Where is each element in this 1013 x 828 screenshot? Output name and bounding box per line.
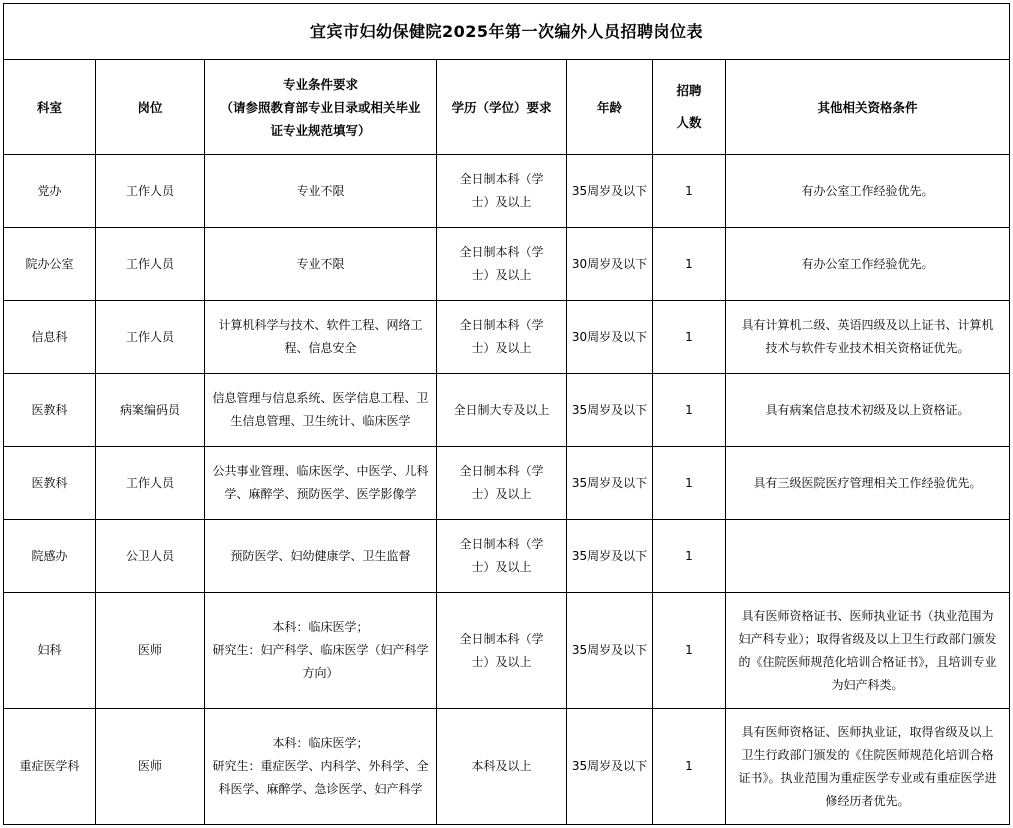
cell-other [726, 520, 1010, 593]
cell-dept: 院感办 [4, 520, 96, 593]
cell-education: 本科及以上 [437, 709, 567, 825]
cell-count: 1 [653, 447, 726, 520]
cell-major: 公共事业管理、临床医学、中医学、儿科学、麻醉学、预防医学、医学影像学 [205, 447, 437, 520]
header-major-note: （请参照教育部专业目录或相关毕业证专业规范填写） [220, 99, 421, 138]
table-row [4, 520, 1010, 593]
header-major [205, 60, 437, 155]
cell-major: 预防医学、妇幼健康学、卫生监督 [205, 520, 437, 593]
cell-dept: 党办 [4, 155, 96, 228]
table-row [4, 447, 1010, 520]
cell-other: 具有医师资格证书、医师执业证书（执业范围为妇产科专业）；取得省级及以上卫生行政部门颁发的《住院医师规范化培训合格证书》，且培训专业为妇产科类。 [726, 593, 1010, 709]
recruitment-table [3, 3, 1010, 825]
cell-dept: 妇科 [4, 593, 96, 709]
cell-position: 医师 [96, 593, 205, 709]
cell-education: 全日制本科（学士）及以上 [437, 593, 567, 709]
cell-age: 30周岁及以下 [567, 228, 653, 301]
cell-other: 具有三级医院医疗管理相关工作经验优先。 [726, 447, 1010, 520]
major-graduate: 研究生：妇产科学、临床医学（妇产科学方向） [212, 643, 429, 680]
header-age: 年龄 [567, 60, 653, 155]
cell-position: 公卫人员 [96, 520, 205, 593]
cell-age: 35周岁及以下 [567, 155, 653, 228]
cell-other: 有办公室工作经验优先。 [726, 155, 1010, 228]
cell-major: 专业不限 [205, 228, 437, 301]
cell-dept: 医教科 [4, 447, 96, 520]
cell-major: 专业不限 [205, 155, 437, 228]
cell-education: 全日制本科（学士）及以上 [437, 301, 567, 374]
major-undergrad: 本科：临床医学； [272, 736, 369, 750]
cell-dept: 重症医学科 [4, 709, 96, 825]
cell-count: 1 [653, 301, 726, 374]
header-major-title: 专业条件要求 [282, 76, 358, 92]
major-undergrad: 本科：临床医学； [272, 620, 369, 634]
cell-dept: 医教科 [4, 374, 96, 447]
cell-education: 全日制本科（学士）及以上 [437, 228, 567, 301]
header-education: 学历（学位）要求 [437, 60, 567, 155]
header-row [4, 60, 1010, 155]
cell-dept: 信息科 [4, 301, 96, 374]
cell-education: 全日制本科（学士）及以上 [437, 520, 567, 593]
cell-count: 1 [653, 709, 726, 825]
cell-major: 计算机科学与技术、软件工程、网络工程、信息安全 [205, 301, 437, 374]
table-row [4, 228, 1010, 301]
cell-education: 全日制本科（学士）及以上 [437, 155, 567, 228]
cell-age: 35周岁及以下 [567, 709, 653, 825]
cell-position: 病案编码员 [96, 374, 205, 447]
cell-major: 信息管理与信息系统、医学信息工程、卫生信息管理、卫生统计、临床医学 [205, 374, 437, 447]
header-dept: 科室 [4, 60, 96, 155]
table-row [4, 593, 1010, 709]
cell-age: 35周岁及以下 [567, 593, 653, 709]
cell-position: 工作人员 [96, 155, 205, 228]
cell-other: 有办公室工作经验优先。 [726, 228, 1010, 301]
cell-dept: 院办公室 [4, 228, 96, 301]
cell-count: 1 [653, 228, 726, 301]
header-position: 岗位 [96, 60, 205, 155]
cell-count: 1 [653, 374, 726, 447]
cell-major [205, 709, 437, 825]
cell-age: 35周岁及以下 [567, 447, 653, 520]
header-other: 其他相关资格条件 [726, 60, 1010, 155]
table-row [4, 301, 1010, 374]
table-row [4, 374, 1010, 447]
cell-count: 1 [653, 520, 726, 593]
table-row [4, 155, 1010, 228]
cell-other: 具有计算机二级、英语四级及以上证书、计算机技术与软件专业技术相关资格证优先。 [726, 301, 1010, 374]
cell-other: 具有医师资格证、医师执业证，取得省级及以上卫生行政部门颁发的《住院医师规范化培训合格证书》。执业范围为重症医学专业或有重症医学进修经历者优先。 [726, 709, 1010, 825]
major-graduate: 研究生：重症医学、内科学、外科学、全科医学、麻醉学、急诊医学、妇产科学 [212, 759, 429, 796]
cell-education: 全日制大专及以上 [437, 374, 567, 447]
cell-age: 30周岁及以下 [567, 301, 653, 374]
cell-position: 医师 [96, 709, 205, 825]
table-row [4, 709, 1010, 825]
cell-major [205, 593, 437, 709]
cell-age: 35周岁及以下 [567, 374, 653, 447]
header-count: 招聘人数 [653, 60, 726, 155]
cell-count: 1 [653, 593, 726, 709]
cell-position: 工作人员 [96, 301, 205, 374]
table-title: 宜宾市妇幼保健院2025年第一次编外人员招聘岗位表 [4, 4, 1010, 60]
cell-position: 工作人员 [96, 447, 205, 520]
cell-count: 1 [653, 155, 726, 228]
cell-age: 35周岁及以下 [567, 520, 653, 593]
cell-position: 工作人员 [96, 228, 205, 301]
cell-education: 全日制本科（学士）及以上 [437, 447, 567, 520]
cell-other: 具有病案信息技术初级及以上资格证。 [726, 374, 1010, 447]
